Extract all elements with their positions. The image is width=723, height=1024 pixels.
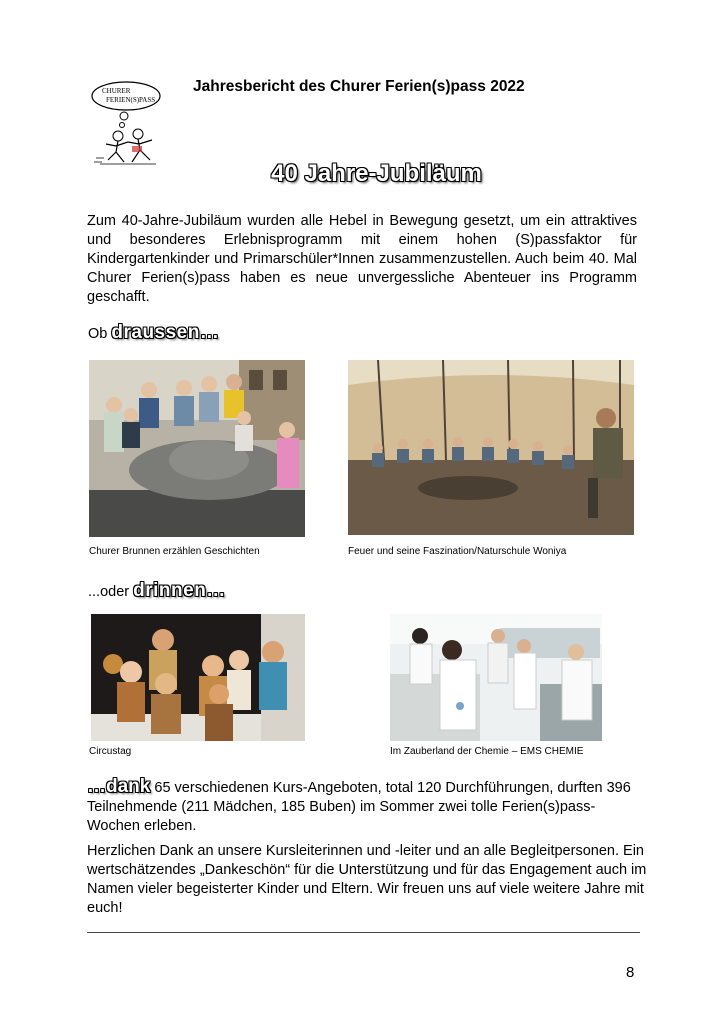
section-inside-prefix: ...oder	[88, 584, 134, 600]
summary-text: 65 verschiedenen Kurs-Angeboten, total 120 Durchführungen, durften 396 Teilnehmende (211 Mädchen, 185 Buben) im Sommer zwei tolle Ferien(s)pass-Wochen erleben.	[87, 780, 631, 834]
thanks-paragraph: Herzlichen Dank an unsere Kursleiterinnen und -leiter und an alle Begleitpersonen. Ein wertschätzendes „Dankeschön“ für die Unterstützung und für das Engagement auch im Namen vieler begeisterter Kinder und Eltern. Wir freuen uns auf viele weitere Jahre mit euch!	[87, 843, 647, 916]
section-outside-label	[88, 322, 219, 344]
page-title: 40 Jahre-Jubiläum	[271, 160, 482, 187]
photo-fountain	[89, 360, 305, 537]
caption-fountain: Churer Brunnen erzählen Geschichten	[89, 546, 260, 557]
summary-word: …dank	[87, 776, 151, 797]
footer-divider	[87, 932, 640, 933]
summary-paragraph	[87, 777, 647, 836]
intro-paragraph: Zum 40-Jahre-Jubiläum wurden alle Hebel in Bewegung gesetzt, um ein attraktives und besonderes Erlebnisprogramm mit einem hohen (S)passfaktor für Kindergartenkinder und Primarschüler*Innen zusammenzustellen. Auch beim 40. Mal Churer Ferien(s)pass haben es neue unvergessliche Abenteuer ins Programm geschafft.	[87, 213, 637, 305]
photo-circus	[91, 614, 305, 741]
document-header-title: Jahresbericht des Churer Ferien(s)pass 2022	[193, 78, 525, 95]
photo-tent-fire	[348, 360, 634, 535]
section-inside-label	[88, 580, 226, 602]
caption-chemistry: Im Zauberland der Chemie – EMS CHEMIE	[390, 746, 584, 757]
page-number: 8	[626, 964, 635, 981]
section-inside-word: drinnen…	[133, 580, 226, 601]
caption-circus: Circustag	[89, 746, 132, 757]
section-outside-prefix: Ob	[88, 326, 112, 342]
caption-tent-fire: Feuer und seine Faszination/Naturschule Woniya	[348, 546, 567, 557]
logo-text-line2: FERIEN(S)PASS	[106, 96, 156, 104]
logo	[88, 80, 168, 172]
section-outside-word: draussen…	[111, 322, 220, 343]
logo-text-line1: CHURER	[102, 87, 131, 95]
photo-chemistry	[390, 614, 602, 741]
